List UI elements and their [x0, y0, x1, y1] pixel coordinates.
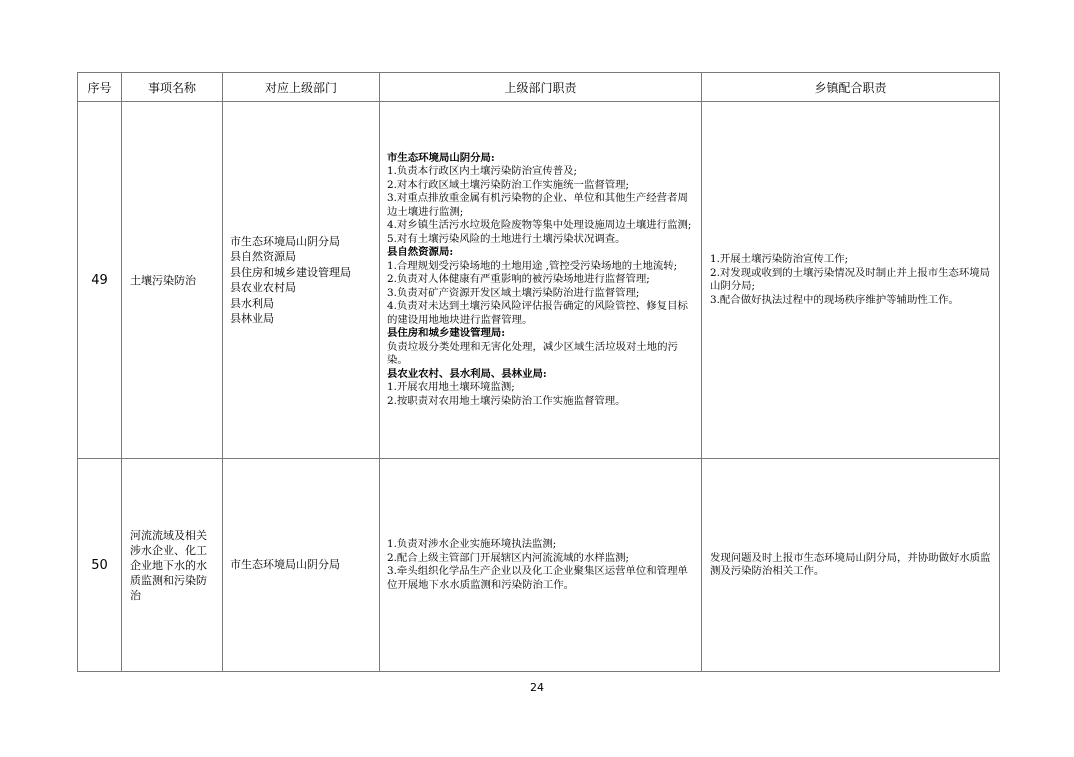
- department-list: [223, 234, 379, 327]
- duty-table: [77, 72, 1000, 672]
- duty-heading: 县住房和城乡建设管理局:: [387, 327, 506, 340]
- table-row: [78, 459, 1000, 672]
- department-name: 市生态环境局山阴分局: [230, 234, 340, 248]
- duties-text: [380, 152, 701, 409]
- item-cell: [122, 459, 223, 672]
- township-text: [702, 244, 999, 316]
- duty-line: 4.负责对未达到土壤污染风险评估报告确定的风险管控、修复目标的建设用地地块进行监督管理。: [387, 300, 688, 326]
- page-number: 24: [530, 681, 544, 694]
- header-item: 事项名称: [122, 73, 223, 102]
- item-cell: [122, 102, 223, 459]
- row-number: 50: [78, 459, 122, 672]
- department-name: 县自然资源局: [230, 250, 296, 263]
- township-line: 1.开展土壤污染防治宣传工作;: [710, 253, 849, 265]
- duties-text: [380, 538, 701, 592]
- duty-line: 3.负责对矿产资源开发区域土壤污染防治进行监督管理;: [387, 286, 640, 299]
- table-row: [78, 102, 1000, 459]
- duties-cell: [380, 459, 702, 672]
- duty-heading: 县自然资源局:: [387, 246, 454, 259]
- duty-line: 1.开展农用地土壤环境监测;: [387, 381, 515, 394]
- duty-line: 1.负责对涉水企业实施环境执法监测;: [387, 538, 557, 550]
- township-line: 2.对发现或收到的土壤污染情况及时制止并上报市生态环境局山阴分局;: [710, 266, 991, 292]
- duty-line: 3.对重点排放重金属有机污染物的企业、单位和其他生产经营者周边土壤进行监测;: [387, 192, 688, 218]
- township-line: 3.配合做好执法过程中的现场秩序维护等辅助性工作。: [710, 293, 959, 306]
- duty-line: 1.负责本行政区内土壤污染防治宣传普及;: [387, 165, 578, 178]
- department-cell: [223, 102, 380, 459]
- duty-line: 2.配合上级主管部门开展辖区内河流流域的水样监测;: [387, 551, 630, 564]
- department-name: 县住房和城乡建设管理局: [230, 265, 351, 279]
- township-cell: [702, 102, 1000, 459]
- header-row: [78, 73, 1000, 102]
- duty-line: 1.合理规划受污染场地的土地用途 ,管控受污染场地的土地流转;: [387, 259, 678, 272]
- duty-heading: 市生态环境局山阴分局:: [387, 151, 495, 164]
- item-name: 土壤污染防治: [130, 273, 196, 287]
- duty-heading: 县农业农村、县水利局、县林业局:: [387, 367, 547, 380]
- department-cell: [223, 459, 380, 672]
- duty-line: 2.负责对人体健康有严重影响的被污染场地进行监督管理;: [387, 273, 650, 286]
- item-name: 河流流域及相关涉水企业、化工企业地下水的水质监测和污染防治: [130, 528, 207, 602]
- duty-line: 4.对乡镇生活污水垃圾危险废物等集中处理设施周边土壤进行监测;: [387, 219, 692, 232]
- department-name: 市生态环境局山阴分局: [230, 558, 340, 572]
- township-line: 发现问题及时上报市生态环境局山阴分局，并协助做好水质监测及污染防治相关工作。: [710, 551, 991, 577]
- header-duties: 上级部门职责: [380, 73, 702, 102]
- department-name: 县水利局: [230, 296, 274, 310]
- township-cell: [702, 459, 1000, 672]
- township-text: [702, 543, 999, 588]
- duty-line: 3.牵头组织化学品生产企业以及化工企业聚集区运营单位和管理单位开展地下水水质监测和污染防治工作。: [387, 565, 688, 591]
- header-department: 对应上级部门: [223, 73, 380, 102]
- duty-line: 2.对本行政区域土壤污染防治工作实施统一监督管理;: [387, 178, 630, 191]
- duty-line: 5.对有土壤污染风险的土地进行土壤污染状况调查。: [387, 232, 626, 245]
- duty-line: 2.按职责对农用地土壤污染防治工作实施监督管理。: [387, 394, 626, 407]
- department-list: [223, 557, 379, 573]
- department-name: 县林业局: [230, 312, 274, 325]
- duty-line: 负责垃圾分类处理和无害化处理，减少区域生活垃圾对土地的污染。: [387, 340, 678, 367]
- duties-cell: [380, 102, 702, 459]
- header-no: 序号: [78, 73, 122, 102]
- row-number: 49: [78, 102, 122, 459]
- department-name: 县农业农村局: [230, 281, 296, 294]
- header-township: 乡镇配合职责: [702, 73, 1000, 102]
